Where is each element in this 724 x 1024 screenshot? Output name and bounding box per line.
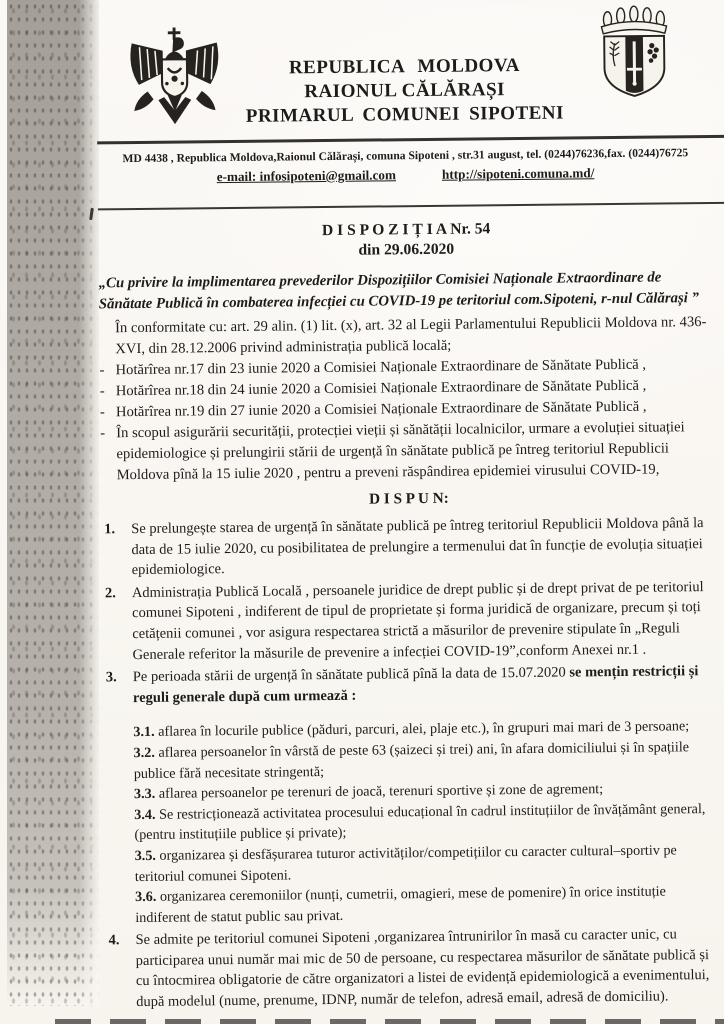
preamble-item [100, 417, 713, 486]
dash-bullet: - [99, 383, 105, 400]
dash-bullet: - [100, 425, 106, 442]
scan-bottom-edge [55, 1019, 724, 1024]
disposition-number: D I S P O Z I Ț I A Nr. 54 [321, 220, 491, 240]
address-line: MD 4438 , Republica Moldova,Raionul Călărași, comuna Sipoteni , str.31 august, tel. (0244)76236,fax. (0244)76725 [122, 146, 689, 166]
sipoteni-coat-of-arms-icon [590, 0, 679, 113]
decision-item-3 [103, 661, 719, 709]
disposition-date: din 29.06.2020 [358, 240, 455, 259]
dispun-heading: D I S P U N: [368, 489, 449, 508]
decision-item-4 [105, 924, 722, 1013]
preamble-item-text: În scopul asigurării securității, protecției vieții și sănătății localnicilor, urmare a evoluției situației epidemiologice și prelungirii stării de urgență în sănătate publică pe întreg teritoriul Republicii Moldova pînă la 15 iulie 2020 , pentru a preveni răspândirea epidemiei virusului COVID-19, [116, 419, 685, 484]
restriction-number: 3.5. [134, 847, 157, 864]
preamble-item-text: Hotărîrea nr.18 din 24 iunie 2020 a Comisiei Naționale Extraordinare de Sănătate Publică , [115, 377, 647, 400]
decision-number: 4. [108, 932, 120, 949]
restriction-number: 3.6. [134, 888, 157, 906]
website-text: http://sipoteni.comuna.md/ [441, 165, 595, 182]
restriction-item-3-6 [135, 881, 719, 928]
document-title [98, 217, 714, 263]
restriction-number: 3.1. [133, 724, 155, 741]
decision-number: 1. [104, 521, 116, 538]
contact-divider [98, 202, 724, 211]
preamble-item-text: Hotărîrea nr.17 din 23 iunie 2020 a Comisiei Naționale Extraordinare de Sănătate Publică , [115, 356, 647, 379]
restrictions-list [133, 716, 719, 928]
decision-text: Administrația Publică Locală , persoanele juridice de drept public și de drept privat de pe teritoriul comunei Sipoteni , indiferent de tipul de proprietate și forma juridică de organizare, precum și toți cetățenii comunei , vor asigura respectarea strictă a măsurilor de prevenire stipulate în „Reguli Generale referitor la măsurile de prevenire a infecției COVID-19”,conform Anexei nr.1 . [131, 578, 704, 663]
letterhead-country: REPUBLICA MOLDOVA [288, 54, 520, 79]
preamble [99, 312, 713, 486]
restriction-text: aflarea persoanelor în vârstă de peste 63 (șaizeci și trei) ani, în afara domiciliului și în spațiile publice fără necesitate stringentă; [133, 739, 690, 782]
restriction-number: 3.3. [133, 785, 156, 803]
restriction-number: 3.2. [133, 744, 155, 762]
decision-text: Se prelungește starea de urgență în sănătate publică pe întreg teritoriul Republicii Moldova până la data de 15 iulie 2020, cu posibilitatea de prelungire a termenului dat în funcție de evoluția situației epidemiologice. [131, 515, 704, 579]
restriction-item-3-2 [133, 737, 717, 784]
decision-text [133, 661, 719, 708]
contact-links-row [97, 164, 713, 186]
decision-item-2 [102, 577, 719, 666]
restriction-text: Se restricționează activitatea procesului educațional în cadrul instituțiilor de învățământ general, (pentru instituțiile publice și private); [134, 800, 706, 844]
decision-number: 2. [104, 585, 116, 602]
letterhead-district: RAIONUL CĂLĂRAȘI [304, 79, 506, 103]
restriction-item-3-4 [134, 799, 718, 846]
dash-bullet: - [99, 362, 105, 379]
scanner-shadow-band [7, 0, 99, 1006]
decision-list [101, 513, 722, 1013]
decision-text-bold: se mențin restricții și reguli generale după cum urmează : [132, 663, 699, 706]
subject-paragraph: „Cu privire la implimentarea prevederilor Dispozițiilor Comisiei Naționale Extraordinare de Sănătate Publică în combaterea infecției cu COVID-19 pe teritoriul com.Sipoteni, r-nul Călărași ” [98, 269, 700, 313]
restriction-text: aflarea în locurile publice (păduri, parcuri, alei, plaje etc.), în grupuri mai mari de 3 persoane; [154, 718, 690, 741]
letterhead-office: PRIMARUL COMUNEI SIPOTENI [245, 102, 565, 127]
dash-bullet: - [99, 404, 105, 421]
preamble-item-text: Hotărîrea nr.19 din 27 iunie 2020 a Comisiei Naționale Extraordinare de Sănătate Publică , [115, 398, 647, 421]
email-text: e-mail: infosipoteni@gmail.com [216, 167, 397, 185]
preamble-intro: În conformitate cu: art. 29 alin. (1) lit. (x), art. 32 al Legii Parlamentului Republicii Moldova nr. 436-XVI, din 28.12.2006 privind administrația publică locală; [115, 314, 707, 358]
restriction-number: 3.4. [134, 806, 156, 823]
restriction-text: organizarea ceremoniilor (nunți, cumetrii, omagieri, mese de pomenire) în orice instituție indiferent de statut public sau privat. [135, 883, 666, 926]
document-content [96, 0, 723, 1013]
decision-text-normal: Pe perioada stării de urgență în sănătate publică pînă la data de 15.07.2020 [132, 664, 570, 686]
decision-text: Se admite pe teritoriul comunei Sipoteni ,organizarea întrunirilor în masă cu caracter unic, cu participarea unui număr mai mic de 50 de persoane, cu respectarea măsurilor de sănătate publică și cu întocmirea obligatorie de către organizatori a listei de evidență epidemiologică a evenimentului, după modelul (nume, prenume, IDNP, număr de telefon, adresă email, adresă de domiciliu). [135, 926, 710, 1011]
decision-item-1 [101, 513, 718, 581]
restriction-item-3-5 [135, 840, 719, 887]
moldova-coat-of-arms-icon [118, 23, 235, 140]
restriction-text: aflarea persoanelor pe terenuri de joacă, terenuri sportive și zone de agrement; [155, 781, 604, 802]
restriction-text: organizarea și desfășurarea tuturor activităților/competițiilor cu caracter cultural–sportiv pe teritoriul comunei Sipoteni. [134, 842, 677, 885]
decision-number: 3. [105, 669, 117, 686]
